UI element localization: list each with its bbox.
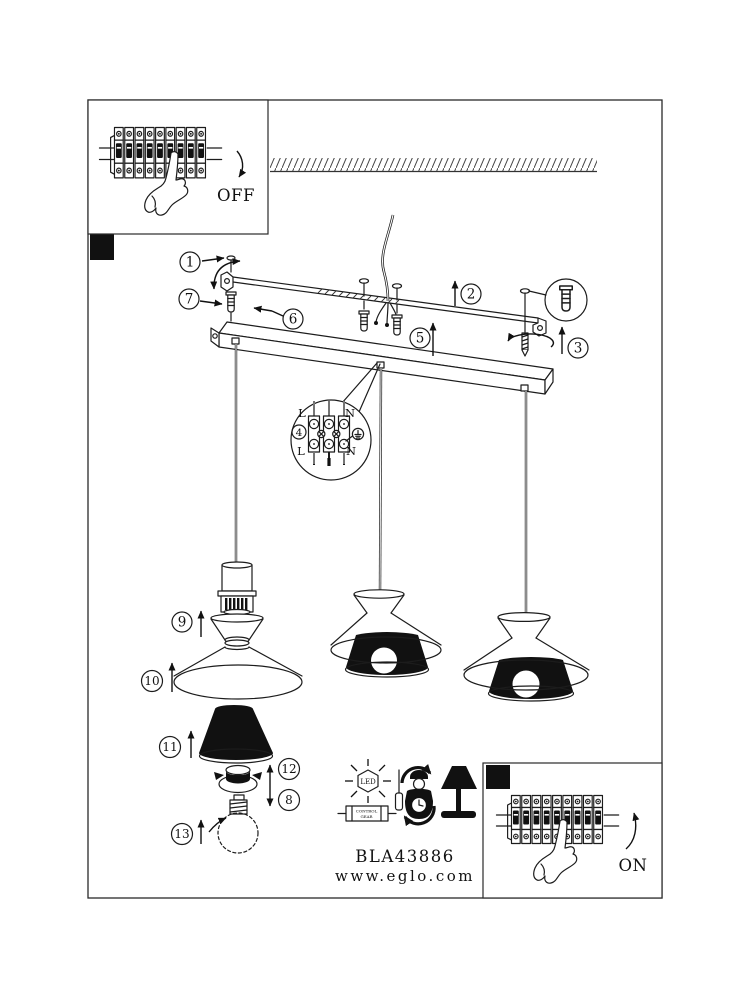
step-number: 11 [162, 740, 178, 754]
on-label: ON [618, 856, 648, 875]
step-number: 7 [184, 291, 194, 308]
led-label: LED [360, 778, 376, 786]
product-text [335, 847, 475, 885]
retaining-ring [214, 766, 262, 793]
step-7-marker [179, 289, 222, 309]
step-number: 9 [177, 614, 187, 631]
step-11-marker [160, 731, 192, 758]
control-gear-icon [338, 806, 396, 821]
step-number: 12 [281, 762, 297, 776]
step-number: 10 [144, 674, 160, 688]
wall-anchor-icon [560, 286, 573, 311]
step-number: 5 [415, 330, 425, 347]
step-2-marker [455, 281, 481, 306]
website-url: www.eglo.com [335, 867, 475, 885]
step-3-marker [562, 327, 588, 358]
hard-hat [410, 770, 428, 779]
wall-anchor-icon [392, 315, 402, 335]
led-source-icon [345, 759, 391, 803]
live-label-bottom: L [297, 444, 305, 458]
anchor-detail-callout [529, 279, 587, 321]
compliance-icons [338, 759, 477, 824]
control-gear-label-2: GEAR [360, 814, 373, 819]
screw-body [522, 333, 528, 356]
wall-anchor-icon [226, 292, 236, 312]
step-10-marker [142, 663, 173, 692]
step-number: 4 [295, 426, 303, 439]
product-code: BLA43886 [355, 847, 455, 866]
mains-cable [374, 215, 400, 327]
pendant-right-assembled [464, 613, 589, 701]
power-off-inset [88, 100, 268, 234]
off-label: OFF [217, 186, 255, 205]
step-9-marker [172, 611, 201, 637]
neutral-label-bottom: N [345, 444, 357, 458]
control-gear-label-1: CONTROL [355, 808, 378, 814]
lamp-socket [218, 562, 256, 615]
neutral-label-top: N [344, 406, 356, 420]
step-number: 8 [285, 793, 293, 807]
step-number: 13 [174, 827, 190, 841]
qualified-electrician-icon [396, 768, 435, 824]
top-cone-spacer [211, 614, 263, 646]
step-number: 1 [185, 254, 195, 271]
step-6-marker [254, 308, 303, 329]
pendant-middle-assembled [331, 590, 441, 677]
table-lamp-icon [441, 766, 477, 818]
live-label-top: L [298, 406, 306, 420]
bar-right-bracket [533, 318, 546, 336]
corner-mark [90, 233, 114, 260]
bulb-glow [513, 671, 540, 698]
outer-shade-cone [174, 647, 302, 699]
bar-left-bracket [221, 272, 233, 291]
wall-anchor-icon [359, 311, 369, 331]
pendant-left-exploded [174, 562, 302, 853]
inner-diffuser-cone [199, 705, 273, 763]
cable-gland [232, 338, 239, 344]
cable-gland [521, 385, 528, 391]
circuit-breaker-off-icon [99, 128, 221, 178]
step-12-marker [279, 759, 300, 780]
bulb-glow [371, 648, 397, 674]
step-number: 6 [288, 311, 298, 328]
screw-rotation-arrow [508, 334, 553, 347]
step-number: 2 [466, 286, 476, 303]
ceiling-hatch [270, 158, 597, 172]
face [414, 779, 425, 790]
power-on-inset [483, 763, 662, 898]
corner-mark [486, 765, 510, 789]
mounting-bracket-bar [221, 272, 546, 336]
wiring-terminal-detail [291, 363, 380, 480]
step-number: 3 [573, 340, 583, 357]
light-bulb [218, 795, 258, 853]
